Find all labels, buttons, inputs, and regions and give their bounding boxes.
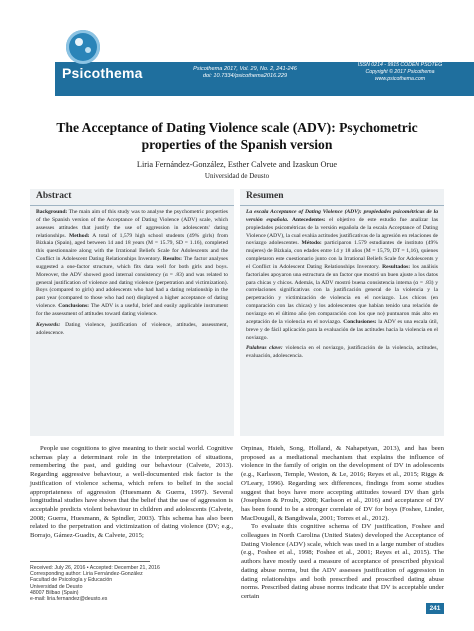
background-label: Background: bbox=[36, 209, 68, 215]
results-text: The factor analyses suggested a one-factor structure, which fits data well for both girls and boys. Moreover, the ADV showed good internal consistency (α = .83) and was related to general justification of violence and dating violence (perpetration and victimization). Boys (compared to girls) and adolescents who had had a dating relationship in the past year (compared to those who had not) displayed a higher acceptance of dating violence. bbox=[36, 256, 228, 310]
method-text: A total of 1,579 high school students (49% girls) from Bizkaia (Spain), aged between 14 and 18 years (M = 15.79, SD = 1.16), completed this questionnaire along with the Irrational Beliefs Scale for Adolescents and the Conflict in Adolescent Dating Relationships Inventory. bbox=[36, 232, 229, 263]
conclusions-label: Conclusions: bbox=[58, 303, 90, 310]
page-number: 241 bbox=[426, 603, 444, 614]
university-line: Universidad de Deusto bbox=[30, 583, 83, 590]
logo-dot-icon bbox=[85, 47, 91, 53]
metodo-label: Método: bbox=[301, 240, 322, 247]
antecedentes-label: Antecedentes: bbox=[291, 216, 326, 223]
email-link[interactable]: e-mail: liria.fernandez@deusto.es bbox=[30, 596, 108, 603]
body-paragraph: Orpinas, Hsieh, Song, Holland, & Nahapetyan, 2013), and has been proposed as a mediational mechanism that explains the influence of violence in the family of origin on the development of DV in adolescents (e.g., Karlsson, Temple, Weston, & Le, 2016; Reyes et al., 2015; Riggs & O'Leary, 1996). Regarding sex differences, findings from some studies suggest that boys have more accepting attitudes toward DV than girls (Josephson & Proulx, 2008; Karlsson et al., 2016) and acceptance of DV has been found to be a stronger correlate of DV for boys (Foshee, Linder, MacDougall, & Bangdiwala, 2001; Torres et al., 2012). bbox=[241, 445, 444, 522]
method-label: Method: bbox=[69, 232, 90, 239]
logo-dot-icon bbox=[75, 38, 83, 46]
citation-block bbox=[160, 66, 330, 80]
citation-line: Psicothema 2017, Vol. 29, No. 2, 241-246 bbox=[193, 66, 297, 72]
keywords bbox=[36, 322, 228, 338]
corresponding-line: Corresponding author: Liria Fernández-González bbox=[30, 571, 143, 578]
resumen-box bbox=[240, 189, 444, 436]
issn-line: ISSN 0214 - 9915 CODEN PSOTEG bbox=[357, 62, 443, 68]
received-line: Received: July 26, 2016 • Accepted: December 21, 2016 bbox=[30, 565, 160, 571]
body-column-right bbox=[241, 445, 444, 602]
resumen-text bbox=[246, 209, 438, 342]
article-authors: Liria Fernández-González, Esther Calvete and Izaskun Orue bbox=[136, 160, 338, 169]
background-text: The main aim of this study was to analyse the psychometric properties of the Spanish version of the Acceptance of Dating Violence (ADV) scale, which assesses attitudes that justify the use of aggression in adolescents' dating relationships. bbox=[36, 209, 228, 239]
palabras-text: violencia en el noviazgo, justificación de la violencia, actitudes, evaluación, adolescencia. bbox=[246, 345, 438, 360]
abstract-body bbox=[36, 209, 228, 338]
address-line: 48007 Bilbao (Spain) bbox=[30, 589, 79, 596]
keywords-text: Dating violence, justification of violence, attitudes, assessment, adolescence. bbox=[36, 321, 228, 336]
palabras-clave bbox=[246, 345, 438, 361]
journal-logo-text: Psicothema bbox=[62, 65, 143, 81]
abstract-text bbox=[36, 209, 228, 319]
metodo-text: participaron 1.579 estudiantes de instituto (49% mujeres) de Bizkaia, con edades entre 14 y 18 años (M = 15,79, DT = 1,16), quienes completaron este cuestionario junto con la Irrational Beliefs Scale for Adolescents y el Conflict in Adolescent Dating Relationships Inventory. bbox=[246, 240, 438, 270]
body-paragraph: People use cognitions to give meaning to their social world. Cognitive schemas play a determinant role in the interpretation of situations, remembering the past, and guiding our behaviour (Calvete, 2013). Regarding aggressive behaviour, a well-documented risk factor is the justification of violence schema, which refers to belief in the social appropriateness of aggression (Huesmann & Guerra, 1997). Several longitudinal studies have shown that the belief that the use of aggression is acceptable predicts violent behaviour in children and adolescents (Calvete, 2008; Guerra, Huesmann, & Spindler, 2003). This schema has also been related to the perpetration and victimization of dating violence (DV; e.g., Borrajo, Gámez-Guadix, & Calvete, 2015; bbox=[30, 445, 233, 540]
article-affiliation: Universidad de Deusto bbox=[204, 172, 270, 180]
keywords-label: Keywords: bbox=[36, 321, 61, 328]
faculty-line: Facultad de Psicología y Educación bbox=[30, 577, 113, 584]
body-column-left bbox=[30, 445, 233, 541]
website-link[interactable]: www.psicothema.com bbox=[374, 75, 426, 82]
copyright-line: Copyright © 2017 Psicothema bbox=[365, 68, 435, 75]
body-paragraph: To evaluate this cognitive schema of DV justification, Foshee and colleagues in North Carolina (United States) developed the Acceptance of Dating Violence (ADV) scale, which was used in a large number of studies (e.g., Foshee et al., 1998; Foshee et al., 2001; Reyes et al., 2015). The authors have mostly used a measure of acceptance of prescribed physical dating abuse norms, but the ADV assesses justification of aggression in dating relationships and both prescribed and proscribed dating abuse norms. Prescribed dating abuse norms indicate that DV is acceptable under certain bbox=[241, 523, 444, 600]
resumen-header bbox=[240, 189, 444, 206]
resumen-body bbox=[246, 209, 438, 361]
resultados-label: Resultados: bbox=[382, 263, 411, 270]
resultados-text: los análisis factoriales apoyaron una estructura de un factor que mostró un buen ajuste a los datos para chicas y chicos. Además, la ADV mostró buena consistencia interna (α = .83) y correlaciones significativas con la justificación general de la violencia y la perpetración y victimización de violencia en el noviazgo. Los chicos (en comparación con las chicas) y los adolescentes que habían tenido una relación de noviazgo en el último año (en comparación con los que no) puntuaron más alto en aceptación de la violencia en el noviazgo. bbox=[246, 263, 438, 325]
resumen-title: La escala Acceptance of Dating Violence (ADV): propiedades psicométricas de la versión española. bbox=[246, 209, 438, 223]
abstract-box bbox=[30, 189, 234, 436]
footnotes bbox=[30, 565, 233, 602]
issn-block bbox=[335, 62, 465, 82]
abstract-header bbox=[30, 189, 234, 206]
palabras-label: Palabras clave: bbox=[246, 345, 283, 352]
conclusions-text: The ADV is a useful, brief and easily applicable instrument for the assessment of attitudes toward dating violence. bbox=[36, 303, 228, 317]
conclusiones-label: Conclusiones: bbox=[343, 318, 377, 325]
conclusiones-text: la ADV es una escala útil, breve y de fácil aplicación para la evaluación de las actitudes hacia la violencia en el noviazgo. bbox=[246, 318, 439, 341]
article-title: The Acceptance of Dating Violence scale (ADV): Psychometric properties of the Spanish version bbox=[56, 120, 418, 152]
results-label: Results: bbox=[162, 256, 183, 263]
abstract-heading: Abstract bbox=[36, 191, 72, 201]
antecedentes-text: el objetivo de este estudio fue analizar las propiedades psicométricas de la versión española de la escala Acceptance of Dating Violence (ADV), la cual evalúa actitudes justificativas de la agresión en relaciones de noviazgo adolescentes. bbox=[246, 216, 438, 247]
footnote-divider bbox=[30, 561, 150, 562]
resumen-heading: Resumen bbox=[246, 191, 284, 201]
psicothema-logo-icon bbox=[66, 30, 100, 64]
doi-line: doi: 10.7334/psicothema2016.229 bbox=[202, 73, 288, 79]
